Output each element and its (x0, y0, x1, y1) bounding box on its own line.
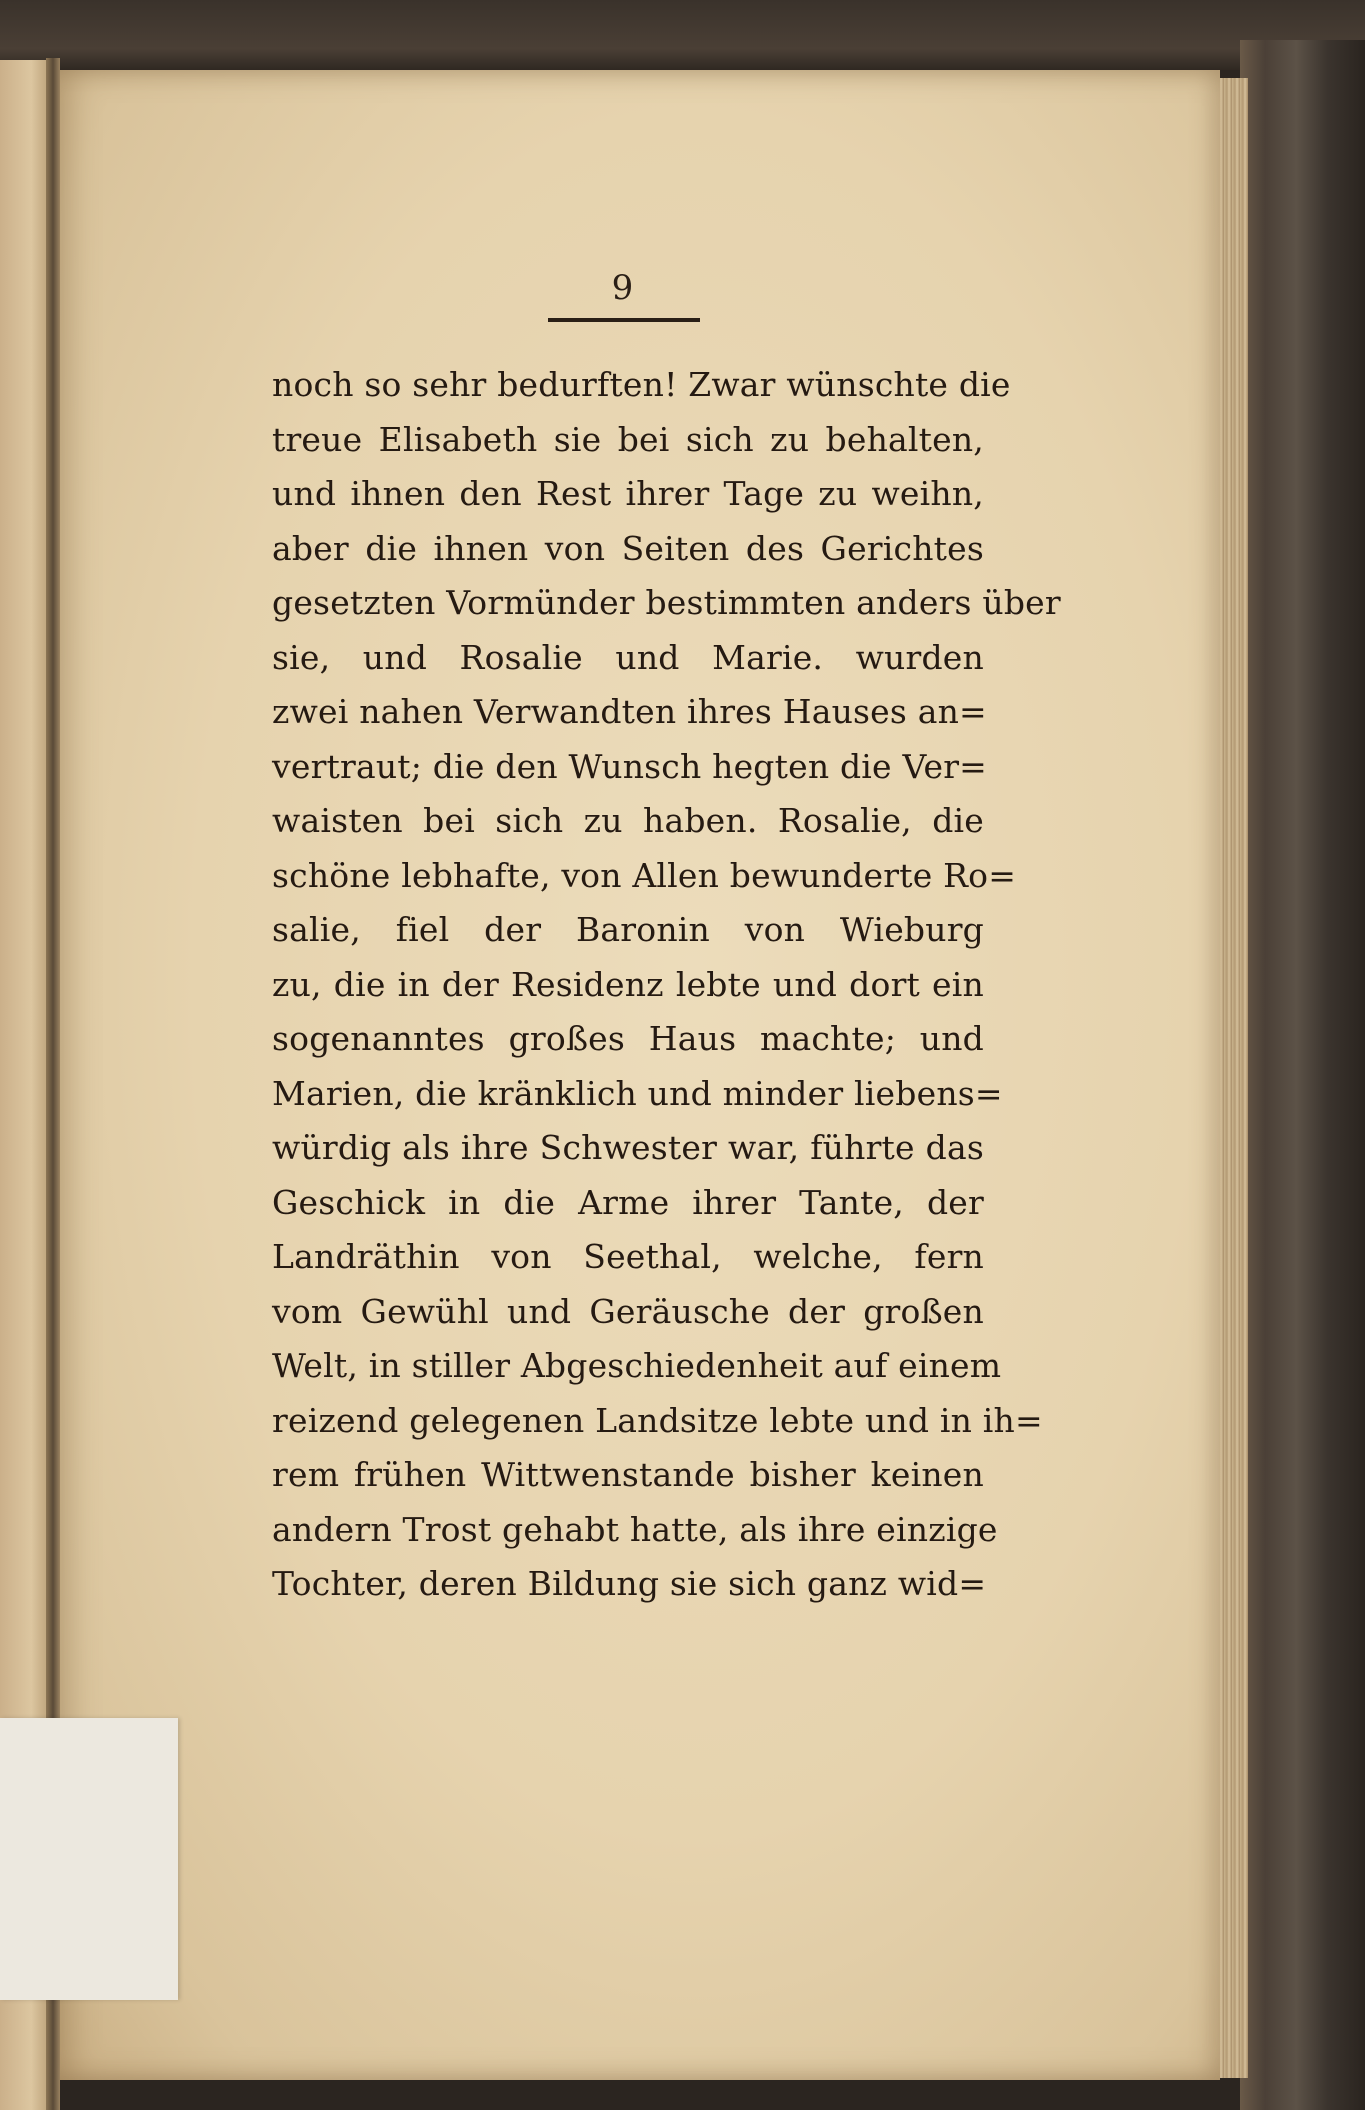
text-line: vom Gewühl und Geräusche der großen (272, 1291, 984, 1331)
text-line: Tochter, deren Bildung sie sich ganz wid= (272, 1564, 987, 1603)
text-line: treue Elisabeth sie bei sich zu behalten, (272, 419, 984, 459)
text-line: zwei nahen Verwandten ihres Hauses an= (272, 692, 987, 731)
text-line: reizend gelegenen Landsitze lebte und in ih= (272, 1400, 1043, 1440)
text-line: Geschick in die Arme ihrer Tante, der (272, 1182, 984, 1222)
page-number: 9 (611, 268, 634, 308)
right-cover-board (1240, 40, 1365, 2110)
text-line: noch so sehr bedurften! Zwar wünschte die (272, 365, 1011, 404)
text-line: waisten bei sich zu haben. Rosalie, die (272, 801, 984, 840)
text-line: Marien, die kränklich und minder liebens= (272, 1073, 1003, 1113)
text-line: vertraut; die den Wunsch hegten die Ver= (272, 746, 988, 786)
text-line: und ihnen den Rest ihrer Tage zu weihn, (272, 474, 984, 513)
text-line: sie, und Rosalie und Marie. wurden (272, 637, 984, 677)
text-line: schöne lebhafte, von Allen bewunderte Ro= (272, 855, 1017, 895)
text-line: salie, fiel der Baronin von Wieburg (272, 910, 984, 949)
body-text (272, 358, 1061, 1612)
text-line: rem frühen Wittwenstande bisher keinen (272, 1455, 984, 1494)
text-line: würdig als ihre Schwester war, führte das (272, 1128, 984, 1167)
text-line: andern Trost gehabt hatte, als ihre einzige (272, 1509, 998, 1549)
top-cover-board (0, 0, 1365, 70)
text-line: Landräthin von Seethal, welche, fern (272, 1237, 984, 1276)
calibration-tab (0, 1718, 178, 2000)
text-line: zu, die in der Residenz lebte und dort ein (272, 964, 984, 1004)
text-line: aber die ihnen von Seiten des Gerichtes (272, 528, 984, 568)
text-line: sogenanntes großes Haus machte; und (272, 1019, 984, 1058)
text-line: gesetzten Vormünder bestimmten anders über (272, 583, 1061, 622)
text-line: Welt, in stiller Abgeschiedenheit auf einem (272, 1346, 1002, 1385)
header-rule (548, 318, 700, 322)
